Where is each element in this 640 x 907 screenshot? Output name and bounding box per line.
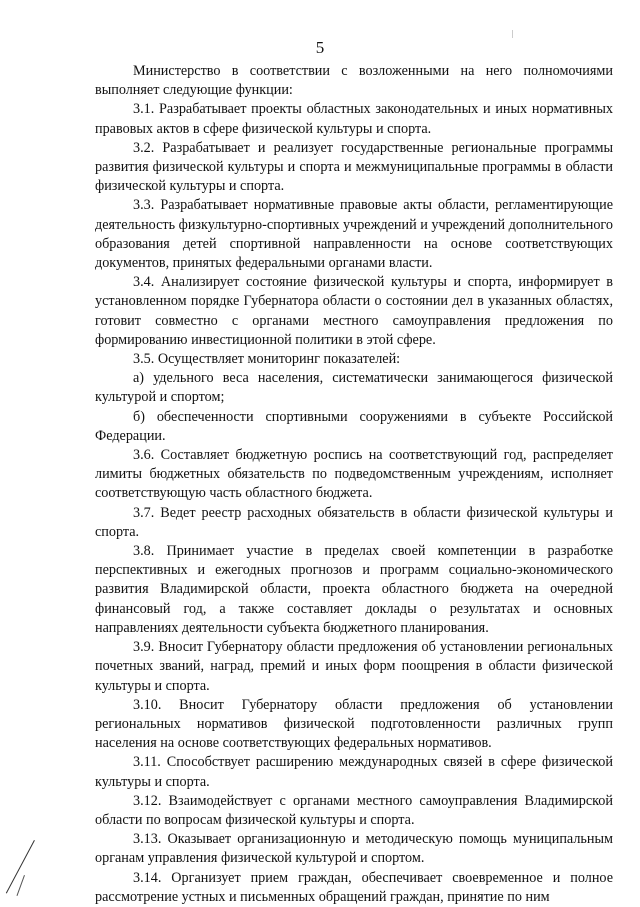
document-body <box>95 62 613 907</box>
paragraph: 3.11. Способствует расширению международных связей в сфере физической культуры и спорта. <box>95 754 613 790</box>
margin-pen-mark <box>16 875 24 896</box>
paragraph: 3.10. Вносит Губернатору области предложения об установлении региональных нормативов физической подготовленности различных групп населения на основе соответствующих федеральных нормативов. <box>95 696 613 752</box>
paragraph: 3.12. Взаимодействует с органами местного самоуправления Владимирской области по вопросам физической культуры и спорта. <box>95 792 613 828</box>
paragraph: 3.13. Оказывает организационную и методическую помощь муниципальным органам управления физической культурой и спортом. <box>95 831 613 867</box>
scan-artifact <box>512 30 513 38</box>
paragraph: 3.6. Составляет бюджетную роспись на соответствующий год, распределяет лимиты бюджетных обязательств по подведомственным учреждениям, исполняет соответствующую часть областного бюджета. <box>95 447 613 502</box>
paragraph: 3.5. Осуществляет мониторинг показателей: <box>133 351 401 368</box>
page-number: 5 <box>315 38 325 57</box>
paragraph: 3.9. Вносит Губернатору области предложения об установлении региональных почетных званий, наград, премий и иных форм поощрения в области физической культуры и спорта. <box>95 639 613 694</box>
paragraph: Министерство в соответствии с возложенными на него полномочиями выполняет следующие функции: <box>95 63 613 99</box>
paragraph: 3.3. Разрабатывает нормативные правовые акты области, регламентирующие деятельность физкультурно-спортивных учреждений и учреждений дополнительного образования детей спортивной направленности на основе соответствующих документов, принятых федеральными органами власти. <box>95 197 613 272</box>
paragraph: 3.2. Разрабатывает и реализует государственные региональные программы развития физической культуры и спорта и межмуниципальные программы в области физической культуры и спорта. <box>95 139 613 195</box>
paragraph: 3.1. Разрабатывает проекты областных законодательных и иных нормативных правовых актов в сфере физической культуры и спорта. <box>95 101 613 137</box>
paragraph: 3.7. Ведет реестр расходных обязательств в области физической культуры и спорта. <box>95 504 613 540</box>
paragraph: 3.8. Принимает участие в пределах своей компетенции в разработке перспективных и ежегодных прогнозов и программ социально-экономического развития Владимирской области, проекта областного бюджета на очередной финансовый год, а также составляет доклады о результатах и основных направлениях деятельности субъекта бюджетного планирования. <box>95 543 613 636</box>
paragraph: а) удельного веса населения, систематически занимающегося физической культурой и спортом; <box>95 370 613 406</box>
paragraph: б) обеспеченности спортивными сооружениями в субъекте Российской Федерации. <box>95 408 613 444</box>
paragraph: 3.4. Анализирует состояние физической культуры и спорта, информирует в установленном порядке Губернатора области о состоянии дел в указанных областях, готовит совместно с органами местного самоуправления предложения по формированию инвестиционной политики в этой сфере. <box>95 274 613 348</box>
paragraph: 3.14. Организует прием граждан, обеспечивает своевременное и полное рассмотрение устных и письменных обращений граждан, принятие по ним <box>95 869 613 905</box>
